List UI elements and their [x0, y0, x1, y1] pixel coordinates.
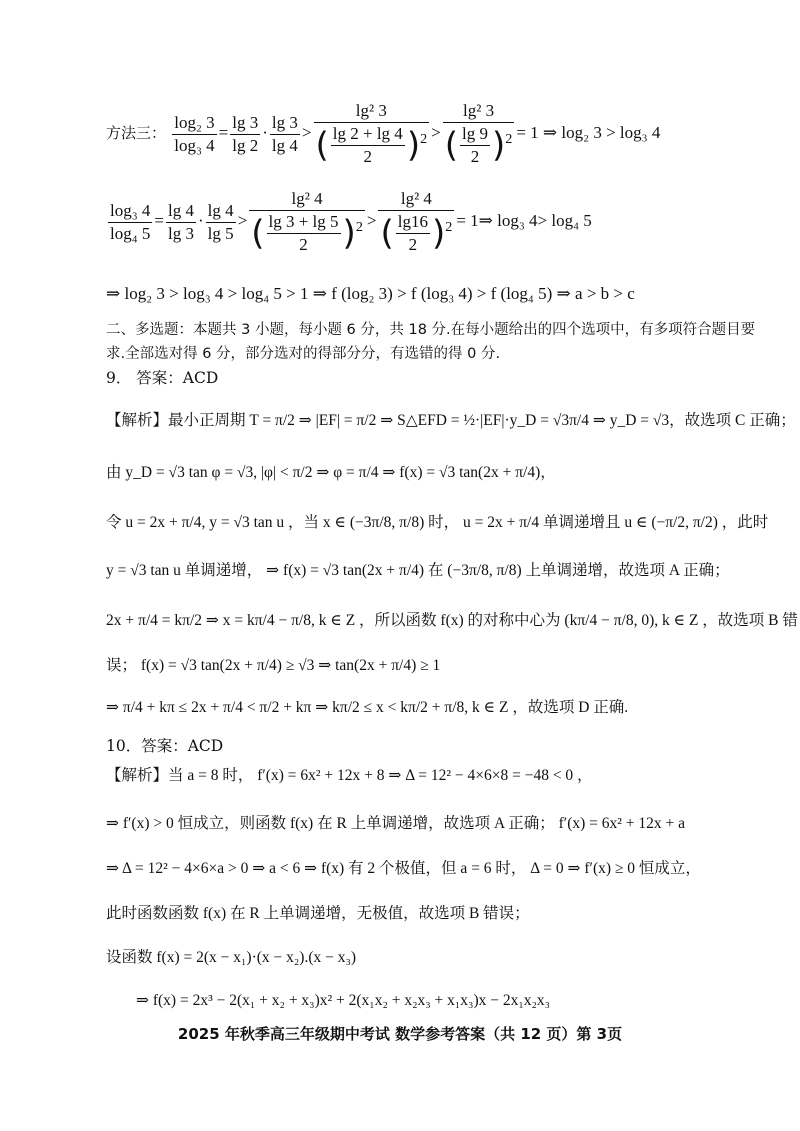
fraction: lg² 4 ( $\frac{\lg 16}{2}$ )$^2$	[380, 189, 453, 254]
fraction: $\frac{\lg 3}{\lg 4}$	[271, 112, 298, 155]
q10-analysis-5: 设函数 f(x) = 2(x − x₁)·(x − x₂).(x − x₃)	[106, 949, 357, 966]
fraction: $\frac{\lg 4}{\lg 3}$	[168, 200, 194, 243]
conclusion-line: ⇒ log₂ 3 > log₃ 4 > log₄ 5 > 1 ⇒ f (log₂ 3) > f (log₃ 4) > f (log₄ 5) ⇒ a > b > c	[106, 284, 635, 303]
q10-analysis-2: ⇒ f′(x) > 0 恒成立，则函数 f(x) 在 R 上单调递增，故选项 A 正确； f′(x) = 6x² + 12x + a	[106, 815, 686, 832]
q9-analysis-7: ⇒ π/4 + kπ ≤ 2x + π/4 < π/2 + kπ ⇒ kπ/2 ≤ x < kπ/2 + π/8, k ∈ Z ，故选项 D 正确.	[106, 699, 629, 716]
section2-instructions: 二、多选题：本题共 3 小题，每小题 6 分，共 18 分.在每小题给出的四个选项中，有多项符合题目要求.全部选对得 6 分，部分选对的得部分分，有选错的得 0 分.	[106, 322, 756, 362]
q9-answer: 9． 答案：ACD	[106, 369, 219, 387]
q10-answer: 10．答案：ACD	[106, 737, 224, 755]
fraction: $\frac{\text{log₃ 4}}{\text{log₄ 5}}$	[110, 200, 151, 243]
line2-result: = 1⇒ log₃ 4> log₄ 5	[456, 210, 592, 230]
q10-analysis-3: ⇒ Δ = 12² − 4×6×a > 0 ⇒ a < 6 ⇒ f(x) 有 2 个极值，但 a = 6 时， Δ = 0 ⇒ f′(x) ≥ 0 恒成立，	[106, 860, 701, 877]
fraction: lg² 4 ( $\frac{\lg 3 + \lg 5}{2}$ )$^2$	[251, 189, 363, 254]
fraction: $\frac{\text{log₂ 3}}{\text{log₃ 4}}$	[174, 112, 215, 155]
page-footer: 2025 年秋季高三年级期中考试 数学参考答案（共 12 页）第 3页	[177, 1025, 623, 1043]
fraction: lg² 3 ( $\frac{\lg 9}{2}$ )$^2$	[444, 101, 513, 166]
fraction: lg² 3 ( $\frac{\lg 2 + \lg 4}{2}$ )$^2$	[315, 101, 428, 166]
q9-analysis-5: 2x + π/4 = kπ/2 ⇒ x = kπ/4 − π/8, k ∈ Z ，所以函数 f(x) 的对称中心为 (kπ/4 − π/8, 0), k ∈ Z ，故选项 B 错	[106, 612, 798, 629]
q9-analysis-4: y = √3 tan u 单调递增， ⇒ f(x) = √3 tan(2x + π/4) 在 (−3π/8, π/8) 上单调递增，故选项 A 正确；	[106, 562, 730, 579]
method3-label: 方法三：	[106, 123, 167, 142]
method3-result: = 1 ⇒ log₂ 3 > log₃ 4	[516, 122, 661, 142]
q9-analysis-2: 由 y_D = √3 tan φ = √3, |φ| < π/2 ⇒ φ = π/4 ⇒ f(x) = √3 tan(2x + π/4)，	[106, 464, 556, 481]
fraction: $\frac{\lg 3}{\lg 2}$	[232, 112, 259, 155]
q9-analysis-1: 【解析】最小正周期 T = π/2 ⇒ |EF| = π/2 ⇒ S△EFD = ½·|EF|·y_D = √3π/4 ⇒ y_D = √3，故选项 C 正确；	[106, 412, 796, 429]
method3-line: 方法三： $\frac{\text{log₂ 3}}{\text{log₃ 4}}$ = $\frac{\lg 3}{\lg 2}$ · $\frac{\lg 3}{\lg 4}$ > lg² 3 ( $\frac{\lg 2 + \lg 4}{2}$ )$^2$ > lg² 3 ( $\frac{\lg 9}{2}$ )$^2$ = 1 ⇒ log₂ 3 > log₃ 4	[106, 101, 661, 166]
comparison-line-2: $\frac{\text{log₃ 4}}{\text{log₄ 5}}$ = $\frac{\lg 4}{\lg 3}$ · $\frac{\lg 4}{\lg 5}$ > lg² 4 ( $\frac{\lg 3 + \lg 5}{2}$ )$^2$ > lg² 4 ( $\frac{\lg 16}{2}$ )$^2$ = 1⇒ log₃ 4> log₄ 5	[110, 189, 592, 254]
q9-analysis-3: 令 u = 2x + π/4, y = √3 tan u ，当 x ∈ (−3π/8, π/8) 时， u = 2x + π/4 单调递增且 u ∈ (−π/2, π/2) ，此时	[106, 514, 769, 531]
q10-analysis-4: 此时函数函数 f(x) 在 R 上单调递增，无极值，故选项 B 错误；	[106, 905, 530, 922]
q10-analysis-1: 【解析】当 a = 8 时， f′(x) = 6x² + 12x + 8 ⇒ Δ = 12² − 4×6×8 = −48 < 0 ，	[106, 767, 593, 784]
q10-analysis-6: ⇒ f(x) = 2x³ − 2(x₁ + x₂ + x₃)x² + 2(x₁x₂ + x₂x₃ + x₁x₃)x − 2x₁x₂x₃	[136, 992, 551, 1009]
fraction: $\frac{\lg 4}{\lg 5}$	[207, 200, 234, 243]
q9-analysis-6: 误； f(x) = √3 tan(2x + π/4) ≥ √3 ⇒ tan(2x + π/4) ≥ 1	[106, 657, 441, 674]
